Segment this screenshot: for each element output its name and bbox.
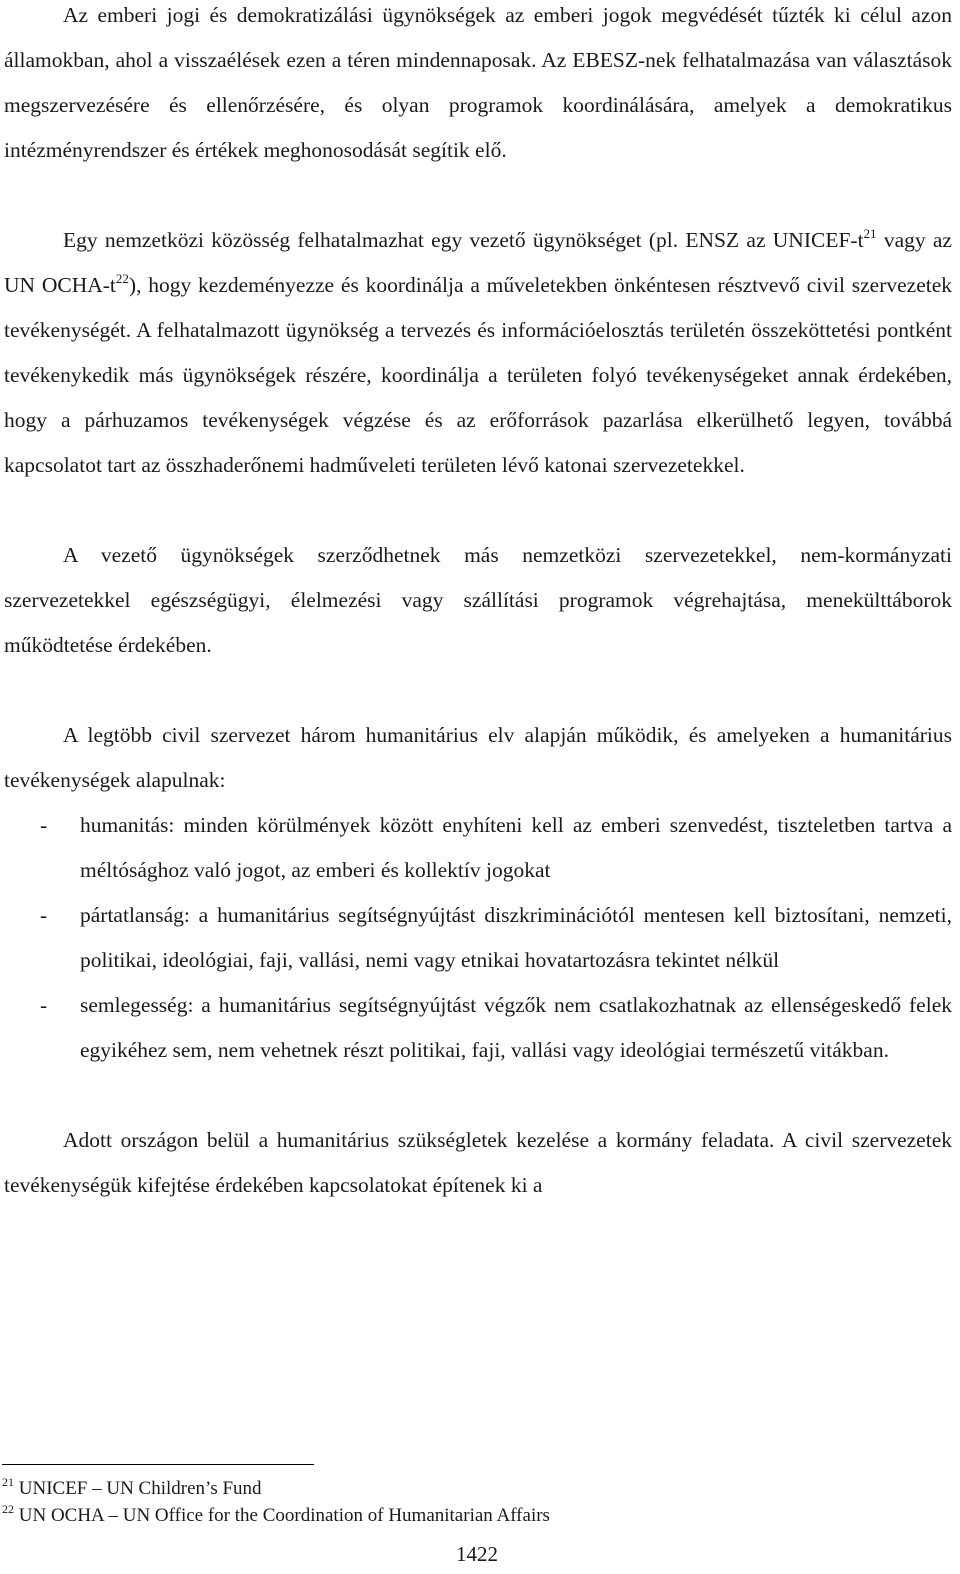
paragraph-2 [4, 218, 952, 488]
principles-list [4, 803, 952, 1073]
paragraph-2-text-c: ), hogy kezdeményezze és koordinálja a műveletekben önkéntesen résztvevő civil szervezetek tevékenységét. A felhatalmazott ügynökség a tervezés és információelosztás területén összeköttetési pontként tevékenykedik más ügynökségek részére, koordinálja a területen folyó tevékenységeket annak érdekében, hogy a párhuzamos tevékenységek végzése és az erőforrások pazarlása elkerülhető legyen, továbbá kapcsolatot tart az összhaderőnemi hadműveleti területen lévő katonai szervezetekkel. [4, 273, 952, 477]
footnotes [2, 1475, 942, 1529]
paragraph-5-text: Adott országon belül a humanitárius szükségletek kezelése a kormány feladata. A civil szervezetek tevékenységük kifejtése érdekében kapcsolatokat építenek ki a [4, 1128, 952, 1197]
footnote-separator [2, 1464, 314, 1465]
footnote-number: 22 [2, 1502, 14, 1516]
footnote-text: UNICEF – UN Children’s Fund [18, 1478, 262, 1499]
footnote-number: 21 [2, 1475, 14, 1489]
list-item [4, 803, 952, 893]
list-dash: - [40, 993, 48, 1017]
list-item [4, 893, 952, 983]
paragraph-4-text: A legtöbb civil szervezet három humanitárius elv alapján működik, és amelyeken a humanitárius tevékenységek alapulnak: [4, 723, 952, 792]
paragraph-gap [4, 668, 952, 713]
list-dash: - [40, 903, 48, 927]
paragraph-gap [4, 1073, 952, 1118]
paragraph-gap [4, 488, 952, 533]
page-number: 1422 [456, 1542, 498, 1566]
list-item [4, 983, 952, 1073]
footnote-ref-21[interactable]: 21 [863, 226, 877, 241]
paragraph-4 [4, 713, 952, 803]
footnote-22 [2, 1502, 942, 1529]
list-dash: - [40, 813, 48, 837]
footnote-21 [2, 1475, 942, 1502]
list-item-text: pártatlanság: a humanitárius segítségnyújtást diszkriminációtól mentesen kell biztosítani, nemzeti, politikai, ideológiai, faji, vallási, nemi vagy etnikai hovatartozásra tekintet nélkül [80, 903, 952, 972]
paragraph-3 [4, 533, 952, 668]
paragraph-3-text: A vezető ügynökségek szerződhetnek más nemzetközi szervezetekkel, nem-kormányzati szervezetekkel egészségügyi, élelmezési vagy szállítási programok végrehajtása, menekülttáborok működtetése érdekében. [4, 543, 952, 657]
footnote-text: UN OCHA – UN Office for the Coordination of Humanitarian Affairs [18, 1505, 550, 1526]
paragraph-2-text-a: Egy nemzetközi közösség felhatalmazhat egy vezető ügynökséget (pl. ENSZ az UNICEF-t [63, 228, 864, 252]
paragraph-1 [4, 0, 952, 173]
paragraph-1-text: Az emberi jogi és demokratizálási ügynökségek az emberi jogok megvédését tűzték ki célul azon államokban, ahol a visszaélések ezen a téren mindennaposak. Az EBESZ-nek felhatalmazása van választások megszervezésére és ellenőrzésére, és olyan programok koordinálására, amelyek a demokratikus intézményrendszer és értékek meghonosodását segítik elő. [4, 3, 952, 162]
paragraph-5 [4, 1118, 952, 1208]
document-page [4, 0, 952, 1208]
paragraph-2-text-b: vagy az UN OCHA-t [4, 228, 952, 297]
list-item-text: semlegesség: a humanitárius segítségnyújtást végzők nem csatlakozhatnak az ellenségeskedő felek egyikéhez sem, nem vehetnek részt politikai, faji, vallási vagy ideológiai természetű vitákban. [80, 993, 952, 1062]
footnote-ref-22[interactable]: 22 [115, 271, 129, 286]
list-item-text: humanitás: minden körülmények között enyhíteni kell az emberi szenvedést, tiszteletben tartva a méltósághoz való jogot, az emberi és kollektív jogokat [80, 813, 952, 882]
paragraph-gap [4, 173, 952, 218]
